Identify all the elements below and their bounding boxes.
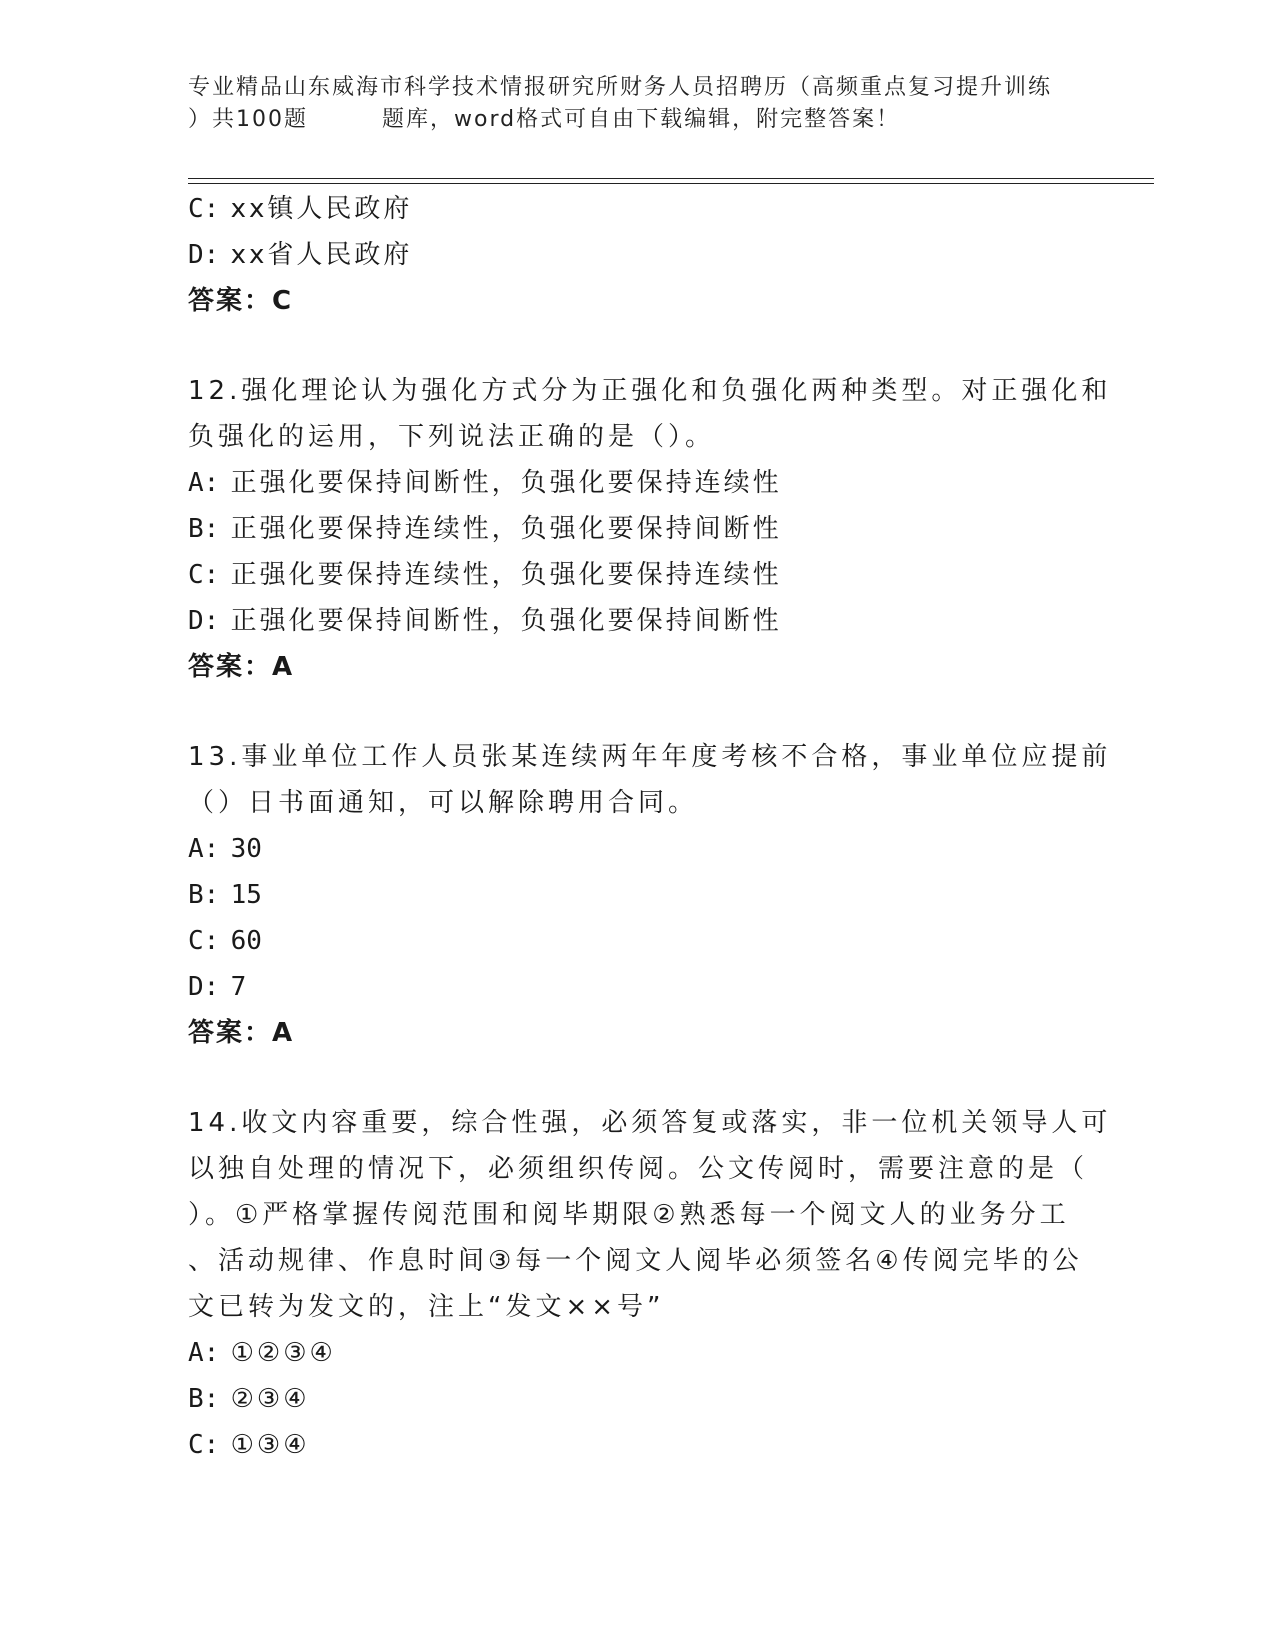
question-line: 、活动规律、作息时间③每一个阅文人阅毕必须签名④传阅完毕的公 xyxy=(188,1246,1083,1276)
question-line: 13.事业单位工作人员张某连续两年年度考核不合格，事业单位应提前 xyxy=(188,742,1112,772)
option-b: B: ②③④ xyxy=(188,1384,310,1414)
question-text xyxy=(188,734,1112,826)
option-c: C: 60 xyxy=(188,926,262,956)
question-line: （）日书面通知，可以解除聘用合同。 xyxy=(188,788,699,818)
answer-line: 答案：A xyxy=(188,652,295,682)
option-b: B: 15 xyxy=(188,880,262,910)
answer-line: 答案：A xyxy=(188,1018,295,1048)
header-title-line2-start: ）共100题 xyxy=(188,107,308,132)
option-c: C: xx镇人民政府 xyxy=(188,194,413,224)
header-title-line2 xyxy=(188,104,1088,136)
question-11-tail xyxy=(188,186,1088,324)
answer-line: 答案：C xyxy=(188,286,294,316)
question-line: 文已转为发文的，注上“发文××号” xyxy=(188,1292,665,1322)
question-line: 14.收文内容重要，综合性强，必须答复或落实，非一位机关领导人可 xyxy=(188,1108,1112,1138)
header-title-line1: 专业精品山东威海市科学技术情报研究所财务人员招聘历（高频重点复习提升训练 xyxy=(188,75,1053,100)
document-body xyxy=(188,186,1112,1468)
question-14 xyxy=(188,1100,1112,1468)
page-header xyxy=(188,72,1088,136)
option-a: A: 30 xyxy=(188,834,262,864)
header-title-line2-end: 题库，word格式可自由下载编辑，附完整答案！ xyxy=(382,107,901,132)
question-line: 12.强化理论认为强化方式分为正强化和负强化两种类型。对正强化和 xyxy=(188,376,1112,406)
header-divider-bottom xyxy=(188,183,1154,184)
question-12 xyxy=(188,368,1112,690)
question-13 xyxy=(188,734,1112,1056)
option-d: D: xx省人民政府 xyxy=(188,240,413,270)
question-text xyxy=(188,1100,1112,1330)
option-c: C: ①③④ xyxy=(188,1430,310,1460)
question-line: 负强化的运用，下列说法正确的是（）。 xyxy=(188,422,716,452)
option-c: C: 正强化要保持连续性，负强化要保持连续性 xyxy=(188,560,782,590)
option-a: A: 正强化要保持间断性，负强化要保持连续性 xyxy=(188,468,782,498)
question-line: ）。①严格掌握传阅范围和阅毕期限②熟悉每一个阅文人的业务分工 xyxy=(188,1200,1070,1230)
option-a: A: ①②③④ xyxy=(188,1338,336,1368)
header-divider-top xyxy=(188,178,1154,179)
question-line: 以独自处理的情况下，必须组织传阅。公文传阅时，需要注意的是（ xyxy=(188,1154,1089,1184)
option-d: D: 正强化要保持间断性，负强化要保持间断性 xyxy=(188,606,782,636)
option-d: D: 7 xyxy=(188,972,247,1002)
option-b: B: 正强化要保持连续性，负强化要保持间断性 xyxy=(188,514,782,544)
question-text xyxy=(188,368,1112,460)
